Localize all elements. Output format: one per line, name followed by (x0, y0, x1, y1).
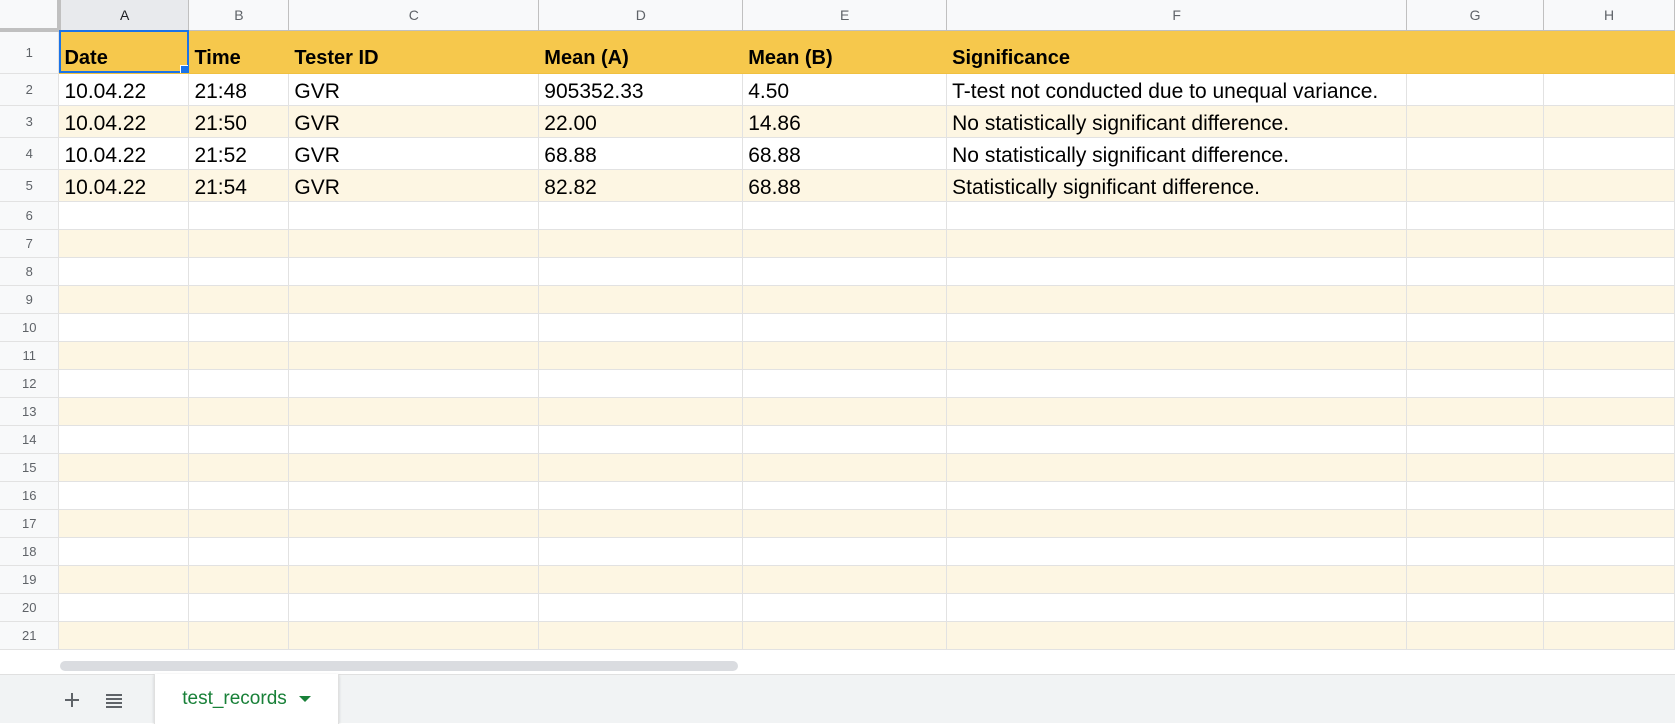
cell-empty[interactable] (539, 621, 743, 649)
cell-empty[interactable] (189, 453, 289, 481)
row-header-1[interactable]: 1 (0, 30, 59, 73)
empty-row (0, 453, 1675, 481)
cell-empty[interactable] (947, 285, 1407, 313)
cell-tester[interactable]: GVR (289, 105, 539, 137)
cell-tester[interactable]: GVR (289, 73, 539, 105)
cell-empty[interactable] (59, 201, 189, 229)
cell-empty[interactable] (289, 313, 539, 341)
cell-empty[interactable] (947, 313, 1407, 341)
sheet-tab-test-records[interactable] (154, 674, 339, 724)
cell-empty[interactable] (189, 229, 289, 257)
cell-empty[interactable] (1407, 285, 1544, 313)
column-header-b[interactable]: B (189, 0, 289, 30)
cell-empty[interactable] (59, 397, 189, 425)
cell-empty[interactable] (1407, 105, 1544, 137)
cell-c1-tester-header[interactable]: Tester ID (289, 30, 539, 73)
empty-row (0, 481, 1675, 509)
row-header-15[interactable]: 15 (0, 453, 59, 481)
select-all-corner[interactable] (0, 0, 59, 30)
cell-empty[interactable] (743, 593, 947, 621)
row-header-3[interactable]: 3 (0, 105, 59, 137)
empty-row (0, 397, 1675, 425)
cell-empty[interactable] (539, 425, 743, 453)
cell-empty[interactable] (289, 621, 539, 649)
cell-empty[interactable] (947, 509, 1407, 537)
cell-empty[interactable] (1544, 425, 1675, 453)
cell-empty[interactable] (1407, 73, 1544, 105)
cell-empty[interactable] (289, 537, 539, 565)
empty-row (0, 257, 1675, 285)
add-sheet-button[interactable] (57, 685, 87, 715)
cell-empty[interactable] (289, 425, 539, 453)
cell-empty[interactable] (1407, 537, 1544, 565)
cell-empty[interactable] (947, 565, 1407, 593)
empty-row (0, 285, 1675, 313)
cell-empty[interactable] (1407, 621, 1544, 649)
plus-icon (64, 692, 80, 708)
cell-b1-time-header[interactable]: Time (189, 30, 289, 73)
cell-empty[interactable] (1407, 453, 1544, 481)
cell-empty[interactable] (539, 593, 743, 621)
cell-empty[interactable] (539, 481, 743, 509)
cell-empty[interactable] (59, 229, 189, 257)
cell-empty[interactable] (59, 537, 189, 565)
cell-empty[interactable] (59, 565, 189, 593)
cell-empty[interactable] (947, 621, 1407, 649)
cell-empty[interactable] (1407, 565, 1544, 593)
empty-row (0, 593, 1675, 621)
cell-empty[interactable] (189, 425, 289, 453)
row-header-5[interactable]: 5 (0, 169, 59, 201)
cell-empty[interactable] (289, 565, 539, 593)
sheet-tab-label: test_records (182, 688, 287, 709)
cell-empty[interactable] (1544, 593, 1675, 621)
cell-date[interactable]: 10.04.22 (59, 73, 189, 105)
empty-row (0, 369, 1675, 397)
cell-empty[interactable] (289, 341, 539, 369)
cell-empty[interactable] (1544, 565, 1675, 593)
cell-empty[interactable] (289, 369, 539, 397)
row-header-20[interactable]: 20 (0, 593, 59, 621)
cell-empty[interactable] (743, 229, 947, 257)
column-header-h[interactable]: H (1544, 0, 1675, 30)
sheet-tab-bar (0, 674, 1675, 723)
cell-empty[interactable] (539, 565, 743, 593)
cell-empty[interactable] (189, 621, 289, 649)
row-header-2[interactable]: 2 (0, 73, 59, 105)
cell-empty[interactable] (1407, 257, 1544, 285)
column-header-c[interactable]: C (289, 0, 539, 30)
cell-empty[interactable] (1544, 481, 1675, 509)
cell-empty[interactable] (189, 565, 289, 593)
cell-empty[interactable] (743, 397, 947, 425)
cell-empty[interactable] (59, 341, 189, 369)
cell-empty[interactable] (539, 453, 743, 481)
row-header-21[interactable]: 21 (0, 621, 59, 649)
cell-mean-a[interactable]: 68.88 (539, 137, 743, 169)
cell-empty[interactable] (1544, 453, 1675, 481)
cell-empty[interactable] (539, 509, 743, 537)
cell-empty[interactable] (1544, 621, 1675, 649)
column-header-d[interactable]: D (539, 0, 743, 30)
cell-mean-a[interactable]: 22.00 (539, 105, 743, 137)
row-header-17[interactable]: 17 (0, 509, 59, 537)
cell-empty[interactable] (1407, 481, 1544, 509)
header-date-label: Date (64, 46, 108, 69)
cell-mean-b[interactable]: 68.88 (743, 169, 947, 201)
table-row (0, 137, 1675, 169)
cell-empty[interactable] (947, 369, 1407, 397)
table-row (0, 169, 1675, 201)
cell-empty[interactable] (1544, 285, 1675, 313)
cell-a1-date-header[interactable] (59, 30, 189, 73)
row-header-19[interactable]: 19 (0, 565, 59, 593)
cell-significance[interactable]: No statistically significant difference. (947, 105, 1407, 137)
cell-empty[interactable] (743, 537, 947, 565)
empty-row (0, 565, 1675, 593)
cell-time[interactable]: 21:48 (189, 73, 289, 105)
cell-empty[interactable] (59, 257, 189, 285)
cell-empty[interactable] (947, 453, 1407, 481)
cell-empty[interactable] (189, 341, 289, 369)
cell-empty[interactable] (1544, 369, 1675, 397)
cell-empty[interactable] (1544, 73, 1675, 105)
cell-empty[interactable] (189, 257, 289, 285)
cell-empty[interactable] (189, 397, 289, 425)
cell-empty[interactable] (947, 425, 1407, 453)
cell-empty[interactable] (1407, 201, 1544, 229)
row-header-16[interactable]: 16 (0, 481, 59, 509)
empty-row (0, 341, 1675, 369)
cell-empty[interactable] (289, 453, 539, 481)
cell-significance[interactable]: No statistically significant difference. (947, 137, 1407, 169)
cell-empty[interactable] (1407, 509, 1544, 537)
cell-empty[interactable] (1544, 313, 1675, 341)
empty-row (0, 229, 1675, 257)
column-header-a[interactable]: A (59, 0, 189, 30)
cell-empty[interactable] (1407, 425, 1544, 453)
cell-tester[interactable]: GVR (289, 137, 539, 169)
all-sheets-button[interactable] (99, 685, 129, 715)
row-header-7[interactable]: 7 (0, 229, 59, 257)
column-header-g[interactable]: G (1407, 0, 1544, 30)
cell-empty[interactable] (189, 481, 289, 509)
cell-empty[interactable] (947, 229, 1407, 257)
empty-row (0, 509, 1675, 537)
cell-time[interactable]: 21:54 (189, 169, 289, 201)
cell-date[interactable]: 10.04.22 (59, 137, 189, 169)
cell-empty[interactable] (1544, 397, 1675, 425)
cell-empty[interactable] (59, 593, 189, 621)
cell-empty[interactable] (539, 397, 743, 425)
cell-empty[interactable] (1407, 169, 1544, 201)
cell-empty[interactable] (59, 285, 189, 313)
row-header-4[interactable]: 4 (0, 137, 59, 169)
cell-mean-b[interactable]: 68.88 (743, 137, 947, 169)
cell-empty[interactable] (947, 537, 1407, 565)
cell-empty[interactable] (743, 285, 947, 313)
cell-empty[interactable] (1407, 593, 1544, 621)
cell-empty[interactable] (59, 453, 189, 481)
cell-empty[interactable] (743, 201, 947, 229)
cell-empty[interactable] (59, 369, 189, 397)
row-header-10[interactable]: 10 (0, 313, 59, 341)
row-header-9[interactable]: 9 (0, 285, 59, 313)
cell-empty[interactable] (743, 509, 947, 537)
cell-e1-mean-b-header[interactable]: Mean (B) (743, 30, 947, 73)
table-row (0, 105, 1675, 137)
cell-empty[interactable] (947, 481, 1407, 509)
cell-empty[interactable] (1544, 137, 1675, 169)
cell-empty[interactable] (1407, 341, 1544, 369)
list-icon (105, 692, 123, 708)
cell-empty[interactable] (189, 285, 289, 313)
cell-empty[interactable] (539, 285, 743, 313)
cell-time[interactable]: 21:50 (189, 105, 289, 137)
row-header-13[interactable]: 13 (0, 397, 59, 425)
empty-row (0, 201, 1675, 229)
cell-empty[interactable] (743, 369, 947, 397)
cell-tester[interactable]: GVR (289, 169, 539, 201)
cell-empty[interactable] (539, 341, 743, 369)
cell-empty[interactable] (743, 313, 947, 341)
cell-h1[interactable] (1544, 30, 1675, 73)
cell-empty[interactable] (289, 509, 539, 537)
cell-empty[interactable] (59, 621, 189, 649)
cell-empty[interactable] (289, 593, 539, 621)
cell-empty[interactable] (189, 537, 289, 565)
cell-empty[interactable] (289, 257, 539, 285)
cell-empty[interactable] (539, 369, 743, 397)
cell-empty[interactable] (289, 229, 539, 257)
cell-empty[interactable] (289, 201, 539, 229)
cell-empty[interactable] (289, 285, 539, 313)
cell-empty[interactable] (947, 593, 1407, 621)
row-header-14[interactable]: 14 (0, 425, 59, 453)
cell-g1[interactable] (1407, 30, 1544, 73)
cell-empty[interactable] (1407, 229, 1544, 257)
cell-significance[interactable]: Statistically significant difference. (947, 169, 1407, 201)
empty-row (0, 425, 1675, 453)
row-header-6[interactable]: 6 (0, 201, 59, 229)
cell-empty[interactable] (1544, 169, 1675, 201)
cell-empty[interactable] (289, 397, 539, 425)
cell-empty[interactable] (947, 341, 1407, 369)
cell-empty[interactable] (743, 425, 947, 453)
cell-empty[interactable] (539, 229, 743, 257)
cell-empty[interactable] (189, 593, 289, 621)
cell-empty[interactable] (539, 313, 743, 341)
table-row (0, 73, 1675, 105)
cell-significance[interactable]: T-test not conducted due to unequal variance. (947, 73, 1407, 105)
cell-time[interactable]: 21:52 (189, 137, 289, 169)
cell-f1-significance-header[interactable]: Significance (947, 30, 1407, 73)
cell-empty[interactable] (289, 481, 539, 509)
cell-empty[interactable] (59, 481, 189, 509)
table-header-row (0, 30, 1675, 73)
cell-empty[interactable] (539, 537, 743, 565)
cell-empty[interactable] (743, 481, 947, 509)
cell-mean-b[interactable]: 14.86 (743, 105, 947, 137)
cell-empty[interactable] (1544, 509, 1675, 537)
cell-empty[interactable] (947, 201, 1407, 229)
cell-empty[interactable] (1544, 105, 1675, 137)
cell-empty[interactable] (1544, 201, 1675, 229)
cell-empty[interactable] (743, 621, 947, 649)
empty-row (0, 621, 1675, 649)
row-header-8[interactable]: 8 (0, 257, 59, 285)
row-header-12[interactable]: 12 (0, 369, 59, 397)
cell-empty[interactable] (189, 201, 289, 229)
cell-empty[interactable] (1544, 257, 1675, 285)
cell-empty[interactable] (1544, 537, 1675, 565)
cell-empty[interactable] (1544, 341, 1675, 369)
cell-empty[interactable] (743, 565, 947, 593)
cell-empty[interactable] (189, 369, 289, 397)
cell-empty[interactable] (743, 257, 947, 285)
cell-empty[interactable] (189, 313, 289, 341)
cell-date[interactable]: 10.04.22 (59, 105, 189, 137)
cell-empty[interactable] (539, 257, 743, 285)
cell-empty[interactable] (947, 397, 1407, 425)
cell-mean-b[interactable]: 4.50 (743, 73, 947, 105)
cell-mean-a[interactable]: 82.82 (539, 169, 743, 201)
fill-handle[interactable] (180, 65, 189, 74)
cell-empty[interactable] (1407, 137, 1544, 169)
cell-date[interactable]: 10.04.22 (59, 169, 189, 201)
empty-row (0, 537, 1675, 565)
cell-empty[interactable] (947, 257, 1407, 285)
cell-empty[interactable] (1407, 369, 1544, 397)
horizontal-scrollbar-thumb[interactable] (60, 661, 738, 671)
cell-empty[interactable] (1544, 229, 1675, 257)
cell-empty[interactable] (189, 509, 289, 537)
row-header-18[interactable]: 18 (0, 537, 59, 565)
chevron-down-icon[interactable] (299, 696, 311, 702)
column-header-f[interactable]: F (947, 0, 1407, 30)
cell-empty[interactable] (1407, 397, 1544, 425)
cell-d1-mean-a-header[interactable]: Mean (A) (539, 30, 743, 73)
row-header-11[interactable]: 11 (0, 341, 59, 369)
cell-empty[interactable] (743, 453, 947, 481)
cell-empty[interactable] (743, 341, 947, 369)
cell-empty[interactable] (59, 509, 189, 537)
column-header-e[interactable]: E (743, 0, 947, 30)
cell-empty[interactable] (539, 201, 743, 229)
cell-empty[interactable] (59, 425, 189, 453)
cell-empty[interactable] (1407, 313, 1544, 341)
empty-row (0, 313, 1675, 341)
cell-empty[interactable] (59, 313, 189, 341)
cell-mean-a[interactable]: 905352.33 (539, 73, 743, 105)
